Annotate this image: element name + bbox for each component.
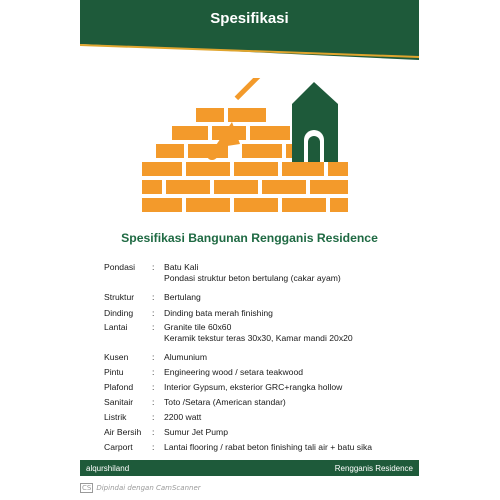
spec-value-line: Granite tile 60x60 [164,322,232,332]
spec-value-line: Engineering wood / setara teakwood [164,367,304,377]
spec-value-line: Keramik tekstur teras 30x30, Kamar mandi 20x20 [164,333,353,343]
spec-value [164,367,414,378]
spec-separator: : [152,352,155,362]
camscanner-logo: CS [82,484,92,492]
spec-label: Struktur [104,292,135,302]
spec-value-line: Bertulang [164,292,201,302]
spec-separator: : [152,308,155,318]
header-banner [80,0,419,60]
header-title: Spesifikasi [210,10,289,27]
spec-row [104,292,414,303]
spec-separator: : [152,427,155,437]
spec-label: Carport [104,442,133,452]
spec-value [164,442,414,453]
spec-separator: : [152,367,155,377]
spec-value-line: Alumunium [164,352,207,362]
spec-separator: : [152,397,155,407]
spec-row [104,412,414,423]
spec-separator: : [152,262,155,272]
spec-label: Plafond [104,382,134,392]
spec-value-line: Pondasi struktur beton bertulang (cakar ayam) [164,273,341,283]
spec-separator: : [152,412,155,422]
house-icon [292,82,338,162]
spec-separator: : [152,292,155,302]
footer-brand: alqurshiland [86,464,130,473]
spec-row [104,308,414,319]
spec-value [164,322,414,344]
brick-wall-house-illustration [136,78,366,218]
spec-value-line: Toto /Setara (American standar) [164,397,286,407]
spec-label: Listrik [104,412,127,422]
spec-row [104,427,414,438]
spec-row [104,367,414,378]
spec-label: Dinding [104,308,134,318]
spec-row [104,262,414,284]
spec-value [164,382,414,393]
spec-label: Lantai [104,322,128,332]
spec-label: Sanitair [104,397,134,407]
spec-value-line: Interior Gypsum, eksterior GRC+rangka hollow [164,382,343,392]
spec-separator: : [152,322,155,332]
spec-value [164,397,414,408]
document-title: Spesifikasi Bangunan Rengganis Residence [121,231,378,245]
spec-separator: : [152,382,155,392]
spec-label: Air Bersih [104,427,142,437]
spec-separator: : [152,442,155,452]
footer-bar [80,460,419,476]
spec-label: Pintu [104,367,124,377]
spec-value [164,292,414,303]
spec-value-line: Lantai flooring / rabat beton finishing tali air + batu sika [164,442,373,452]
spec-row [104,382,414,393]
spec-value [164,427,414,438]
footer-project: Rengganis Residence [334,464,413,473]
spec-label: Pondasi [104,262,136,272]
header-wave-decoration [80,0,419,60]
spec-value-line: Batu Kali [164,262,199,272]
scanner-watermark [80,483,201,493]
spec-value-line: Sumur Jet Pump [164,427,228,437]
spec-value-line: 2200 watt [164,412,202,422]
spec-value [164,308,414,319]
spec-row [104,397,414,408]
spec-sheet [80,0,419,500]
spec-value-line: Dinding bata merah finishing [164,308,273,318]
spec-label: Kusen [104,352,129,362]
spec-row [104,352,414,363]
spec-row [104,322,414,344]
spec-row [104,442,414,453]
spec-value [164,352,414,363]
spec-value [164,412,414,423]
scanner-text: Dipindai dengan CamScanner [96,484,201,492]
spec-value [164,262,414,284]
